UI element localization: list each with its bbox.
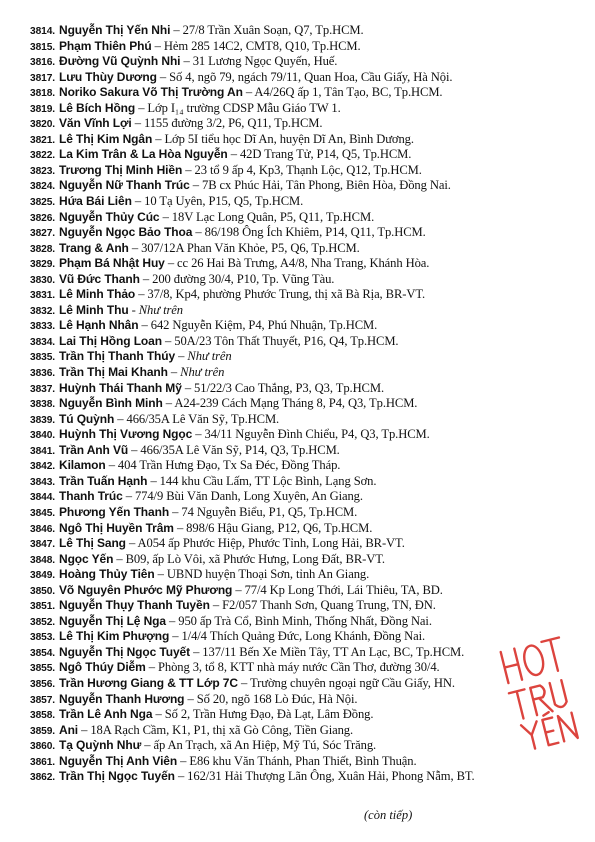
entry-number: 3846. [30,523,55,535]
entry-name: Lai Thị Hồng Loan [59,333,162,348]
entry-address: – 37/8, Kp4, phường Phước Trung, thị xã Bà Rịa, BR-VT. [135,287,426,302]
entry-number: 3847. [30,539,55,551]
entry-name: Ani [59,722,79,737]
list-item [30,443,560,459]
entry-name: Nguyễn Ngọc Bảo Thoa [59,225,193,240]
entry-address: – Hẻm 285 14C2, CMT8, Q10, Tp.HCM. [151,38,361,53]
list-item [30,194,560,210]
entry-address: – 774/9 Bùi Văn Danh, Long Xuyên, An Giang. [122,489,363,504]
entry-name: Ngọc Yến [59,551,114,566]
entry-address: – Số 4, ngõ 79, ngách 79/11, Quan Hoa, Cầu Giấy, Hà Nội. [156,69,453,84]
entry-name: Phạm Bá Nhật Huy [59,256,165,271]
entry-address: – 42D Trang Tử, P14, Q5, Tp.HCM. [227,147,412,162]
entry-number: 3831. [30,290,55,302]
entry-address: – 50A/23 Tôn Thất Thuyết, P16, Q4, Tp.HCM. [161,333,399,348]
list-item [30,754,560,770]
entry-address: – 144 khu Cầu Lấm, TT Lộc Bình, Lạng Sơn. [147,473,377,488]
list-item [30,474,560,490]
entry-address: – cc 26 Hai Bà Trưng, A4/8, Nha Trang, Khánh Hòa. [164,256,430,271]
entry-address: – 1/4/4 Thích Quảng Đức, Long Khánh, Đồng Nai. [169,629,426,644]
entry-name: Trần Thị Mai Khanh [59,365,168,380]
entry-name: Nguyễn Thị Anh Viên [59,753,178,768]
entry-address: – A4/26Q ấp 1, Tân Tạo, BC, Tp.HCM. [242,85,443,100]
entry-number: 3850. [30,585,55,597]
entry-address: – Phòng 3, tổ 8, KTT nhà máy nước Cần Thơ, đường 30/4. [145,660,440,675]
list-item [30,645,560,661]
list-item [30,256,560,272]
list-item [30,769,560,785]
entry-name: Ngô Thị Huyền Trâm [59,520,174,535]
list-item [30,412,560,428]
list-item [30,552,560,568]
entry-name: Trương Thị Minh Hiền [59,162,183,177]
list-item [30,381,560,397]
entry-name: Nguyễn Thị Lệ Nga [59,613,166,628]
list-item [30,707,560,723]
entry-number: 3819. [30,103,55,115]
entry-number: 3823. [30,165,55,177]
entry-name: Nguyễn Thanh Hương [59,691,185,706]
entry-address: – 74 Nguyễn Biểu, P1, Q5, Tp.HCM. [169,504,358,519]
entry-number: 3836. [30,368,55,380]
list-item [30,629,560,645]
list-item [30,692,560,708]
entry-number: 3857. [30,694,55,706]
entry-address: – 137/11 Bến Xe Miền Tây, TT An Lạc, BC, Tp.HCM. [190,644,465,659]
entry-number: 3854. [30,647,55,659]
list-item [30,287,560,303]
entry-name: Lưu Thùy Dương [59,69,157,84]
entry-name: Trần Hương Giang & TT Lớp 7C [59,675,238,690]
entry-address: - Như trên [128,302,183,317]
entry-name: Văn Vĩnh Lợi [59,116,132,131]
entry-address: – 18A Rạch Cầm, K1, P1, thị xã Gò Công, Tiền Giang. [78,722,354,737]
list-item [30,132,560,148]
entry-name: Huỳnh Thái Thanh Mỹ [59,380,182,395]
entry-address: – Số 20, ngõ 168 Lò Đúc, Hà Nội. [184,691,358,706]
entry-address: – 642 Nguyễn Kiệm, P4, Phú Nhuận, Tp.HCM. [138,318,378,333]
list-item [30,54,560,70]
list-item [30,489,560,505]
entry-number: 3861. [30,756,55,768]
list-item [30,101,560,117]
list-item [30,583,560,599]
entry-name: Lê Hạnh Nhân [59,318,139,333]
entry-name: Trần Anh Vũ [59,442,129,457]
entry-number: 3822. [30,150,55,162]
entry-number: 3845. [30,507,55,519]
entry-address: – Như trên [167,365,225,380]
entry-name: Tạ Quỳnh Như [59,738,142,753]
list-item [30,334,560,350]
list-item [30,660,560,676]
entry-name: Trần Thị Ngọc Tuyến [59,769,175,784]
entry-number: 3851. [30,601,55,613]
list-item [30,738,560,754]
entry-name: Nguyễn Thị Ngọc Tuyết [59,644,191,659]
entry-number: 3830. [30,274,55,286]
entry-address: – 34/11 Nguyễn Đình Chiểu, P4, Q3, Tp.HCM. [192,427,430,442]
entry-name: Thanh Trúc [59,489,123,504]
entry-number: 3853. [30,632,55,644]
entry-number: 3828. [30,243,55,255]
entry-number: 3848. [30,554,55,566]
entry-address: – A24-239 Cách Mạng Tháng 8, P4, Q3, Tp.HCM. [162,396,418,411]
list-item [30,85,560,101]
entry-name: Lê Thị Sang [59,536,126,551]
list-item [30,116,560,132]
list-item [30,536,560,552]
entry-address: – Trường chuyên ngoại ngữ Cầu Giấy, HN. [237,675,455,690]
entry-address: – A054 ấp Phước Hiệp, Phước Tỉnh, Long Hải, BR-VT. [125,536,405,551]
entry-name: Phạm Thiên Phú [59,38,152,53]
entry-name: Lê Bích Hồng [59,100,136,115]
entry-number: 3859. [30,725,55,737]
list-item [30,241,560,257]
entry-number: 3817. [30,72,55,84]
entry-number: 3862. [30,772,55,784]
entry-address: – Số 2, Trần Hưng Đạo, Đà Lạt, Lâm Đồng. [152,707,374,722]
entry-address: – 950 ấp Trà Cổ, Bình Minh, Thống Nhất, Đồng Nai. [165,613,432,628]
entry-name: Nguyễn Thủy Cúc [59,209,160,224]
entry-name: Tú Quỳnh [59,411,115,426]
entry-name: Nguyễn Bình Minh [59,396,163,411]
entry-number: 3856. [30,678,55,690]
entry-name: Nguyễn Nữ Thanh Trúc [59,178,190,193]
entry-address: – 1155 đường 3/2, P6, Q11, Tp.HCM. [131,116,323,131]
entry-address: – 7B cx Phúc Hải, Tân Phong, Biên Hòa, Đồng Nai. [189,178,451,193]
entry-name: Vũ Đức Thanh [59,271,140,286]
list-item [30,318,560,334]
list-item [30,303,560,319]
entry-number: 3814. [30,26,55,37]
list-item [30,210,560,226]
entry-address: – 162/31 Hải Thượng Lãn Ông, Xuân Hải, Phong Nẫm, BT. [174,769,475,784]
continued-note: (còn tiếp) [364,808,413,822]
entry-name: Lê Minh Thảo [59,287,136,302]
entry-address: – 307/12A Phan Văn Khỏe, P5, Q6, Tp.HCM. [128,240,360,255]
entry-number: 3815. [30,41,55,53]
list-item [30,598,560,614]
entry-number: 3838. [30,399,55,411]
list-item [30,365,560,381]
entry-number: 3842. [30,461,55,473]
entry-address: – Như trên [175,349,232,364]
entry-name: Nguyễn Thụy Thanh Tuyền [59,598,210,613]
entry-list [30,23,560,785]
entry-number: 3833. [30,321,55,333]
entry-name: Trần Thị Thanh Thúy [59,349,176,364]
entry-address: – B09, ấp Lò Vôi, xã Phước Hưng, Long Đất, BR-VT. [113,551,385,566]
entry-number: 3858. [30,710,55,722]
list-item [30,178,560,194]
entry-name: Huỳnh Thị Vương Ngọc [59,427,193,442]
entry-number: 3821. [30,134,55,146]
entry-address: – 77/4 Kp Long Thới, Lái Thiêu, TA, BD. [232,582,443,597]
list-item [30,614,560,630]
entry-number: 3852. [30,616,55,628]
entry-address: – Lớp 5I tiểu học Dĩ An, huyện Dĩ An, Bình Dương. [152,131,414,146]
entry-address: – 23 tổ 9 ấp 4, Kp3, Thạnh Lộc, Q12, Tp.HCM. [182,162,422,177]
entry-number: 3827. [30,228,55,240]
entry-number: 3826. [30,212,55,224]
entry-name: Trần Lê Anh Nga [59,707,153,722]
entry-number: 3837. [30,383,55,395]
entry-address: – 10 Tạ Uyên, P15, Q5, Tp.HCM. [131,194,304,209]
entry-number: 3820. [30,119,55,131]
entry-name: Noriko Sakura Võ Thị Trường An [59,85,243,100]
list-item [30,225,560,241]
list-item [30,147,560,163]
entry-address: – 86/198 Ông Ích Khiêm, P14, Q11, Tp.HCM. [192,225,426,240]
list-item [30,458,560,474]
entry-address: – 51/22/3 Cao Thắng, P3, Q3, Tp.HCM. [181,380,385,395]
entry-address: – Lớp I₁₄ trường CDSP Mẫu Giáo TW 1. [135,100,341,115]
list-item [30,723,560,739]
entry-number: 3860. [30,741,55,753]
entry-number: 3829. [30,259,55,271]
entry-number: 3839. [30,414,55,426]
entry-name: Lê Minh Thu [59,302,129,317]
list-item [30,676,560,692]
entry-name: Lê Thị Kim Phượng [59,629,170,644]
entry-number: 3855. [30,663,55,675]
list-item [30,23,560,39]
entry-name: Nguyễn Thị Yến Nhi [59,23,171,37]
entry-number: 3841. [30,445,55,457]
entry-address: – 31 Lương Ngọc Quyến, Huế. [180,54,338,69]
entry-name: Hoàng Thủy Tiên [59,567,155,582]
entry-name: Trang & Anh [59,240,129,255]
list-item [30,396,560,412]
entry-address: – 466/35A Lê Văn Sỹ, Tp.HCM. [114,411,280,426]
list-item [30,70,560,86]
entry-name: Trần Tuấn Hạnh [59,473,148,488]
list-item [30,505,560,521]
entry-name: Kilamon [59,458,106,473]
entry-number: 3816. [30,57,55,69]
entry-name: Ngô Thúy Diễm [59,660,146,675]
entry-number: 3849. [30,570,55,582]
entry-number: 3843. [30,476,55,488]
entry-address: – ấp An Trạch, xã An Hiệp, Mỹ Tú, Sóc Trăng. [141,738,377,753]
entry-address: – 404 Trần Hưng Đạo, Tx Sa Đéc, Đồng Tháp. [105,458,341,473]
entry-name: Võ Nguyên Phước Mỹ Phương [59,582,233,597]
entry-address: – UBND huyện Thoại Sơn, tỉnh An Giang. [154,567,370,582]
entry-number: 3840. [30,430,55,442]
entry-number: 3834. [30,336,55,348]
entry-address: – 27/8 Trần Xuân Soạn, Q7, Tp.HCM. [170,23,364,37]
entry-name: La Kim Trân & La Hòa Nguyễn [59,147,228,162]
list-item [30,427,560,443]
entry-name: Đường Vũ Quỳnh Nhi [59,54,181,69]
list-item [30,272,560,288]
entry-name: Lê Thị Kim Ngân [59,131,153,146]
entry-address: – 18V Lạc Long Quân, P5, Q11, Tp.HCM. [159,209,375,224]
list-item [30,163,560,179]
list-item [30,39,560,55]
entry-address: – 898/6 Hậu Giang, P12, Q6, Tp.HCM. [173,520,373,535]
list-item [30,349,560,365]
entry-address: – 466/35A Lê Văn Sỹ, P14, Q3, Tp.HCM. [128,442,340,457]
entry-number: 3844. [30,492,55,504]
entry-address: – 200 đường 30/4, P10, Tp. Vũng Tàu. [139,271,335,286]
entry-number: 3825. [30,197,55,209]
list-item [30,521,560,537]
entry-number: 3835. [30,352,55,364]
entry-number: 3818. [30,88,55,100]
entry-address: – F2/057 Thanh Sơn, Quang Trung, TN, ĐN. [209,598,436,613]
list-item [30,567,560,583]
entry-name: Hứa Bái Liên [59,194,132,209]
entry-address: – E86 khu Văn Thánh, Phan Thiết, Bình Thuận. [177,753,417,768]
entry-number: 3832. [30,305,55,317]
entry-name: Phương Yến Thanh [59,504,170,519]
entry-number: 3824. [30,181,55,193]
